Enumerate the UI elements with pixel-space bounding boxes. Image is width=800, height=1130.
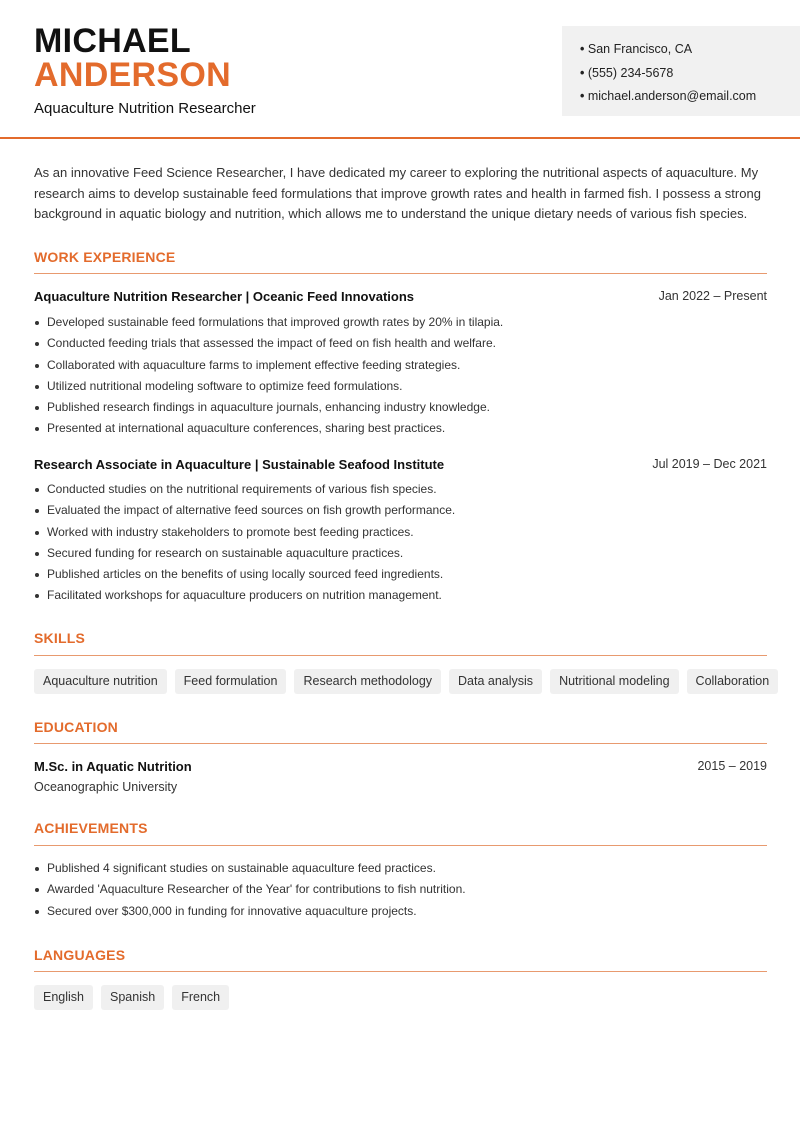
skill-tag: Research methodology xyxy=(294,669,441,694)
list-item: Conducted feeding trials that assessed the impact of feed on fish health and welfare. xyxy=(34,333,503,354)
contact-box xyxy=(562,26,800,116)
last-name: ANDERSON xyxy=(34,56,231,94)
candidate-name xyxy=(34,24,231,92)
language-tag: English xyxy=(34,985,93,1010)
contact-phone: • (555) 234-5678 xyxy=(580,62,800,86)
summary-paragraph: As an innovative Feed Science Researcher, I have dedicated my career to exploring the nutritional aspects of aquaculture. My research aims to develop sustainable feed formulations that improve growth rates and health in farmed fish. I possess a strong background in aquatic biology and nutrition, which allows me to understand the unique dietary needs of various fish species. xyxy=(34,165,761,221)
list-item: Secured funding for research on sustainable aquaculture practices. xyxy=(34,543,455,564)
first-name: MICHAEL xyxy=(34,22,191,60)
list-item: Awarded 'Aquaculture Researcher of the Year' for contributions to fish nutrition. xyxy=(34,879,466,900)
skill-tag: Feed formulation xyxy=(175,669,287,694)
section-divider xyxy=(34,971,767,972)
job-title: Aquaculture Nutrition Researcher xyxy=(34,100,256,117)
skill-tag: Aquaculture nutrition xyxy=(34,669,167,694)
list-item: Published 4 significant studies on sustainable aquaculture feed practices. xyxy=(34,858,466,879)
skills-heading: SKILLS xyxy=(34,630,85,646)
list-item: Presented at international aquaculture conferences, sharing best practices. xyxy=(34,418,503,439)
contact-email: • michael.anderson@email.com xyxy=(580,85,800,109)
achievements-list xyxy=(34,858,466,922)
job-2-title: Research Associate in Aquaculture | Sustainable Seafood Institute xyxy=(34,457,445,472)
list-item: Utilized nutritional modeling software to optimize feed formulations. xyxy=(34,376,503,397)
section-divider xyxy=(34,273,767,274)
list-item: Published research findings in aquaculture journals, enhancing industry knowledge. xyxy=(34,397,503,418)
list-item: Published articles on the benefits of using locally sourced feed ingredients. xyxy=(34,564,455,585)
job-2-bullets xyxy=(34,479,455,607)
list-item: Conducted studies on the nutritional requirements of various fish species. xyxy=(34,479,455,500)
skill-tag: Nutritional modeling xyxy=(550,669,678,694)
education-heading: EDUCATION xyxy=(34,719,118,735)
education-degree: M.Sc. in Aquatic Nutrition xyxy=(34,759,192,774)
language-tag: French xyxy=(172,985,229,1010)
list-item: Secured over $300,000 in funding for innovative aquaculture projects. xyxy=(34,901,466,922)
work-experience-heading: WORK EXPERIENCE xyxy=(34,249,176,265)
list-item: Worked with industry stakeholders to promote best feeding practices. xyxy=(34,522,455,543)
list-item: Facilitated workshops for aquaculture producers on nutrition management. xyxy=(34,585,455,606)
section-divider xyxy=(34,845,767,846)
job-1-dates: Jan 2022 – Present xyxy=(658,289,767,303)
skill-tag: Data analysis xyxy=(449,669,542,694)
education-school: Oceanographic University xyxy=(34,780,178,794)
skills-tags xyxy=(34,669,778,694)
language-tag: Spanish xyxy=(101,985,164,1010)
job-1-bullets xyxy=(34,312,503,440)
languages-heading: LANGUAGES xyxy=(34,947,126,963)
job-1-title: Aquaculture Nutrition Researcher | Oceanic Feed Innovations xyxy=(34,289,415,304)
language-tags xyxy=(34,985,229,1010)
section-divider xyxy=(34,655,767,656)
skill-tag: Collaboration xyxy=(687,669,779,694)
contact-location: • San Francisco, CA xyxy=(580,38,800,62)
education-dates: 2015 – 2019 xyxy=(697,759,767,773)
achievements-heading: ACHIEVEMENTS xyxy=(34,820,148,836)
job-2-dates: Jul 2019 – Dec 2021 xyxy=(652,457,767,471)
list-item: Collaborated with aquaculture farms to implement effective feeding strategies. xyxy=(34,355,503,376)
list-item: Developed sustainable feed formulations that improved growth rates by 20% in tilapia. xyxy=(34,312,503,333)
list-item: Evaluated the impact of alternative feed sources on fish growth performance. xyxy=(34,500,455,521)
resume-header xyxy=(0,0,800,139)
section-divider xyxy=(34,743,767,744)
